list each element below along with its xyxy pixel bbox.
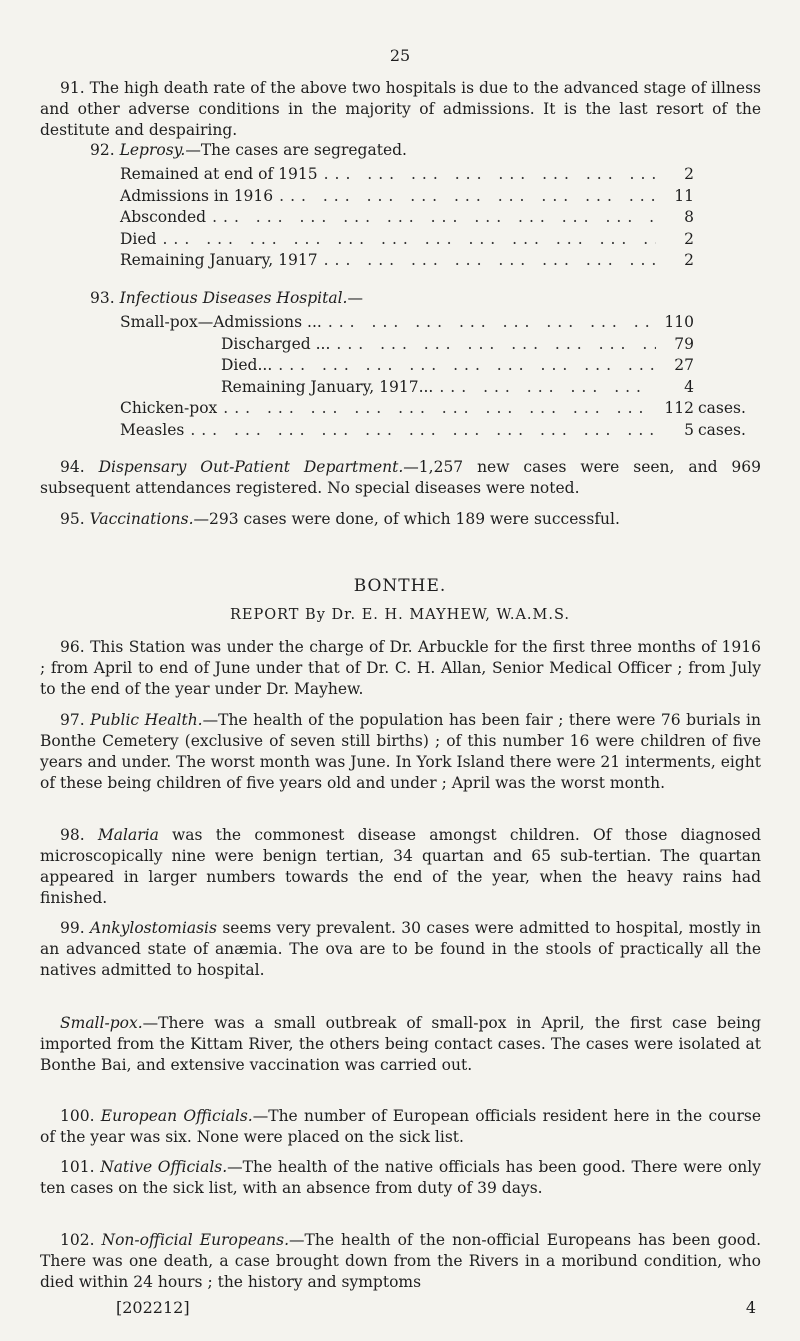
paragraph-smallpox bbox=[40, 1013, 761, 1076]
leader-dots bbox=[273, 186, 656, 208]
table-row bbox=[120, 164, 760, 186]
paragraph-96 bbox=[40, 637, 761, 700]
row-label: Remaining January, 1917 bbox=[120, 251, 318, 269]
table-row bbox=[120, 334, 760, 356]
row-unit: cases. bbox=[698, 399, 746, 417]
table-row bbox=[120, 377, 760, 399]
paragraph-text: —The health of the population has been fair ; there were 76 burials in Bonthe Cemetery (exclusive of seven still births) ; of this number 16 were children of five years and under. The worst month was June. In York Island there were 21 interments, eight of these being children of five years old and under ; April was the worst month. bbox=[40, 711, 761, 792]
row-value: 8 bbox=[684, 208, 694, 226]
paragraph-94 bbox=[40, 457, 761, 499]
row-unit bbox=[694, 312, 760, 334]
row-value: 5 bbox=[684, 420, 694, 439]
paragraph-number: 98. bbox=[60, 826, 85, 844]
row-unit bbox=[694, 377, 760, 399]
paragraph-title: Ankylostomiasis bbox=[90, 919, 217, 937]
sheet-number: 4 bbox=[745, 1298, 756, 1317]
paragraph-number: 97. bbox=[60, 711, 85, 729]
section-title: Leprosy. bbox=[119, 141, 186, 159]
row-label: Discharged ... bbox=[221, 334, 331, 353]
leader-dots bbox=[272, 355, 656, 377]
paragraph-number: 96. bbox=[60, 638, 85, 656]
leprosy-heading bbox=[90, 141, 407, 159]
row-value: 2 bbox=[684, 251, 694, 269]
row-label: Died... bbox=[221, 356, 273, 374]
paragraph-title: Vaccinations. bbox=[89, 510, 194, 528]
row-label: Remaining January, 1917... bbox=[221, 377, 434, 396]
row-unit bbox=[694, 186, 760, 208]
row-value: 79 bbox=[674, 334, 694, 353]
paragraph-text: —The health of the non-official Europeans has been good. There was one death, a case brought down from the Rivers in a moribund condition, who died within 24 hours ; the history and symptoms bbox=[40, 1231, 761, 1291]
paragraph-number: 101. bbox=[60, 1158, 95, 1176]
paragraph-number: 92. bbox=[90, 141, 115, 159]
paragraph-98 bbox=[40, 825, 761, 909]
row-value: 112 bbox=[664, 399, 694, 417]
page-footer bbox=[116, 1298, 756, 1317]
row-value: 11 bbox=[674, 186, 694, 205]
leader-dots bbox=[318, 250, 656, 272]
paragraph-title: Native Officials. bbox=[100, 1158, 228, 1176]
table-row bbox=[120, 250, 760, 272]
paragraph-99 bbox=[40, 918, 761, 981]
leader-dots bbox=[184, 420, 656, 442]
paragraph-title: Public Health. bbox=[90, 711, 203, 729]
row-value: 2 bbox=[684, 165, 694, 183]
row-label: Measles bbox=[120, 420, 185, 439]
row-label: Admissions in 1916 bbox=[120, 186, 274, 205]
leprosy-table bbox=[120, 164, 760, 272]
row-value: 110 bbox=[664, 313, 694, 331]
paragraph-text: —The number of European officials resident here in the course of the year was six. None were placed on the sick list. bbox=[40, 1107, 761, 1146]
infectious-diseases-table bbox=[120, 312, 760, 441]
row-label: Small-pox—Admissions ... bbox=[120, 313, 322, 331]
row-unit bbox=[694, 207, 760, 229]
row-value: 2 bbox=[684, 229, 694, 248]
paragraph-95 bbox=[40, 509, 761, 530]
table-row bbox=[120, 186, 760, 208]
table-row bbox=[120, 312, 760, 334]
report-byline: REPORT By Dr. E. H. MAYHEW, W.A.M.S. bbox=[229, 607, 571, 623]
paragraph-97 bbox=[40, 710, 761, 794]
print-code: [202212] bbox=[116, 1298, 190, 1317]
table-row bbox=[120, 229, 760, 251]
table-row bbox=[120, 355, 760, 377]
table-row bbox=[120, 207, 760, 229]
row-unit bbox=[694, 250, 760, 272]
leader-dots bbox=[322, 312, 656, 334]
paragraph-number: 99. bbox=[60, 919, 85, 937]
leader-dots bbox=[318, 164, 656, 186]
paragraph-number: 102. bbox=[60, 1231, 95, 1249]
dash: — bbox=[347, 289, 363, 307]
row-label: Absconded bbox=[120, 208, 207, 226]
paragraph-title: European Officials. bbox=[100, 1107, 253, 1125]
paragraph-91 bbox=[40, 78, 761, 141]
leader-dots bbox=[433, 377, 656, 399]
row-label: Remained at end of 1915 bbox=[120, 165, 318, 183]
paragraph-text: was the commonest disease amongst children. Of those diagnosed microscopically nine were benign tertian, 34 quartan and 65 sub-tertian. The quartan appeared in larger numbers towards the end of the year, when the heavy rains had finished. bbox=[40, 826, 761, 907]
paragraph-text: seems very prevalent. 30 cases were admitted to hospital, mostly in an advanced state of anæmia. The ova are to be found in the stools of practically all the natives admitted to hospital. bbox=[40, 919, 761, 979]
section-intro: —The cases are segregated. bbox=[185, 141, 407, 159]
row-label: Died bbox=[120, 229, 157, 248]
leader-dots bbox=[156, 229, 656, 251]
paragraph-title: Dispensary Out-Patient Department. bbox=[98, 458, 404, 476]
paragraph-text: —The health of the native officials has been good. There were only ten cases on the sick list, with an absence from duty of 39 days. bbox=[40, 1158, 761, 1197]
leader-dots bbox=[217, 398, 656, 420]
paragraph-text: —293 cases were done, of which 189 were successful. bbox=[193, 510, 620, 528]
section-title-bonthe: BONTHE. bbox=[353, 576, 447, 596]
paragraph-number: 93. bbox=[90, 289, 115, 307]
paragraph-text: —1,257 new cases were seen, and 969 subsequent attendances registered. No special diseases were noted. bbox=[40, 458, 762, 497]
row-label: Chicken-pox bbox=[120, 399, 218, 417]
paragraph-text: This Station was under the charge of Dr. Arbuckle for the first three months of 1916 ; from April to end of June under that of Dr. C. H. Allan, Senior Medical Officer ; from July to the end of the year under Dr. Mayhew. bbox=[40, 638, 761, 698]
paragraph-title: Malaria bbox=[97, 826, 159, 844]
table-row bbox=[120, 420, 760, 442]
table-row bbox=[120, 398, 760, 420]
paragraph-text: The high death rate of the above two hospitals is due to the advanced stage of illness and other adverse conditions in the majority of admissions. It is the last resort of the destitute and despairing. bbox=[40, 79, 761, 139]
paragraph-102 bbox=[40, 1230, 761, 1293]
row-unit bbox=[694, 164, 760, 186]
row-unit bbox=[694, 229, 760, 251]
row-unit: cases. bbox=[698, 420, 746, 439]
leader-dots bbox=[330, 334, 656, 356]
paragraph-number: 91. bbox=[60, 79, 85, 97]
paragraph-101 bbox=[40, 1157, 761, 1199]
row-unit bbox=[694, 334, 760, 356]
row-value: 27 bbox=[674, 356, 694, 374]
page-number: 25 bbox=[389, 46, 411, 65]
paragraph-title: Small-pox. bbox=[60, 1014, 143, 1032]
leader-dots bbox=[206, 207, 656, 229]
paragraph-100 bbox=[40, 1106, 761, 1148]
paragraph-text: —There was a small outbreak of small-pox in April, the first case being imported from the Kittam River, the others being contact cases. The cases were isolated at Bonthe Bai, and extensive vaccination was carried out. bbox=[40, 1014, 761, 1074]
paragraph-number: 95. bbox=[60, 510, 85, 528]
infectious-diseases-heading bbox=[90, 289, 363, 307]
paragraph-title: Non-official Europeans. bbox=[101, 1231, 290, 1249]
row-value: 4 bbox=[684, 377, 694, 396]
row-unit bbox=[694, 355, 760, 377]
paragraph-number: 100. bbox=[60, 1107, 95, 1125]
section-title: Infectious Diseases Hospital. bbox=[119, 289, 348, 307]
paragraph-number: 94. bbox=[60, 458, 85, 476]
